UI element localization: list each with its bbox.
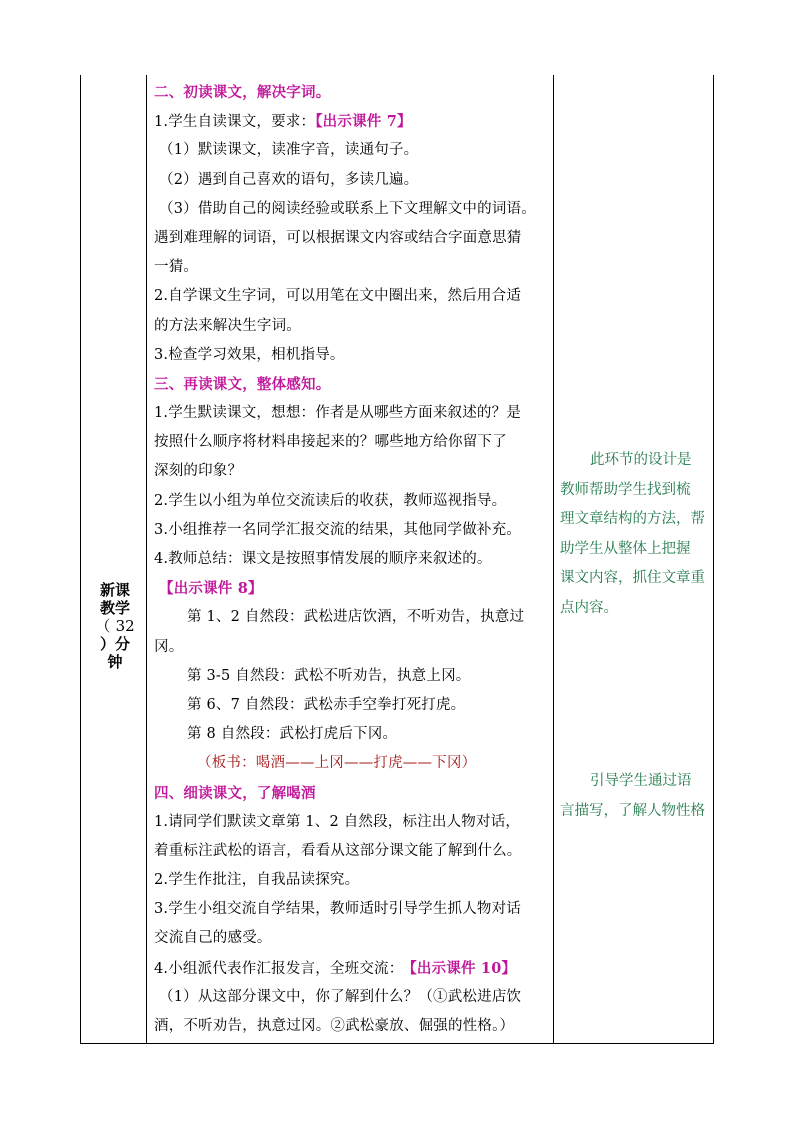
design-note-2 (554, 767, 714, 826)
section-2-title: 二、初读课文，解决字词。 (154, 84, 331, 101)
courseware-tag: 【出示课件 7】 (315, 113, 412, 131)
note-line: 引导学生通过语 (590, 773, 692, 789)
content-line: 一猜。 (154, 259, 199, 276)
content-line (147, 954, 553, 983)
note-line: 理文章结构的方法，帮 (560, 511, 705, 527)
content-line (147, 107, 553, 136)
content-line: 1.请同学们默读文章第 1、2 自然段，标注出人物对话， (154, 813, 521, 830)
note-line: 助学生从整体上把握 (560, 540, 691, 557)
content-line: 按照什么顺序将材料串接起来的？哪些地方给你留下了 (154, 434, 507, 451)
content-line: 第 3-5 自然段：武松不听劝告，执意上冈。 (187, 667, 471, 684)
content-line: 冈。 (154, 638, 184, 655)
content-line (147, 574, 553, 603)
content-line: 2.学生以小组为单位交流读后的收获，教师巡视指导。 (154, 492, 507, 509)
note-line: 教师帮助学生找到梳 (560, 481, 691, 498)
content-line: 第 1、2 自然段：武松进店饮酒，不听劝告，执意过 (187, 609, 525, 626)
note-line: 点内容。 (560, 599, 618, 616)
content-line: 酒，不听劝告，执意过冈。②武松豪放、倔强的性格。） (154, 1018, 515, 1034)
table-border-bottom (80, 1043, 714, 1044)
stage-label-top: 新课教学 (99, 581, 130, 617)
note-line: 课文内容，抓住文章重 (560, 570, 705, 586)
stage-label-minutes: 32 (115, 617, 135, 635)
content-line: （1）默读课文，读准字音，读通句子。 (159, 142, 419, 159)
section-3-title: 三、再读课文，整体感知。 (154, 375, 331, 393)
section-4-title: 四、细读课文，了解喝酒 (154, 784, 316, 802)
content-line: 第 6、7 自然段：武松赤手空拳打死打虎。 (187, 696, 466, 713)
content-line: 的方法来解决生字词。 (154, 317, 301, 334)
board-writing: （板书：喝酒——上冈——打虎——下冈） (197, 755, 477, 772)
content-line: 2.学生作批注，自我品读探究。 (154, 872, 360, 889)
content-line: （1）从这部分课文中，你了解到什么？（①武松进店饮 (159, 988, 522, 1005)
design-note-text (554, 767, 714, 826)
content-line: 2.自学课文生字词，可以用笔在文中圈出来，然后用合适 (154, 288, 522, 305)
stage-label-open: （ (95, 617, 111, 635)
content-line: 着重标注武松的语言，看看从这部分课文能了解到什么。 (154, 842, 522, 859)
content-line: 交流自己的感受。 (154, 930, 272, 947)
content-line: 1.学生默读课文，想想：作者是从哪些方面来叙述的？是 (154, 405, 522, 422)
note-line: 此环节的设计是 (590, 452, 692, 468)
content-line: （3）借助自己的阅读经验或联系上下文理解文中的词语。 (159, 200, 536, 217)
design-note-1 (554, 446, 714, 623)
content-line: （2）遇到自己喜欢的语句，多读几遍。 (159, 171, 419, 188)
content-line: 3.小组推荐一名同学汇报交流的结果，其他同学做补充。 (154, 521, 522, 538)
courseware-tag: 【出示课件 8】 (159, 580, 263, 598)
note-line: 言描写，了解人物性格 (560, 802, 705, 819)
stage-cell (81, 75, 147, 1044)
teaching-process-cell (147, 78, 553, 1041)
design-note-text (554, 446, 714, 623)
content-line: 第 8 自然段：武松打虎后下冈。 (187, 726, 398, 743)
content-line: 深刻的印象？ (154, 463, 243, 480)
stage-label-close: ）分钟 (99, 635, 130, 671)
courseware-tag: 【出示课件 10】 (409, 959, 517, 977)
content-line: 3.检查学习效果，相机指导。 (154, 346, 345, 363)
content-line: 4.教师总结：课文是按照事情发展的顺序来叙述的。 (154, 551, 492, 567)
line-text: 1.学生自读课文，要求： (154, 114, 316, 131)
content-line: 3.学生小组交流自学结果，教师适时引导学生抓人物对话 (154, 901, 522, 918)
stage-label (95, 581, 135, 671)
line-text: 4.小组派代表作汇报发言，全班交流： (154, 960, 404, 977)
content-line: 遇到难理解的词语，可以根据课文内容或结合字面意思猜 (154, 229, 522, 246)
